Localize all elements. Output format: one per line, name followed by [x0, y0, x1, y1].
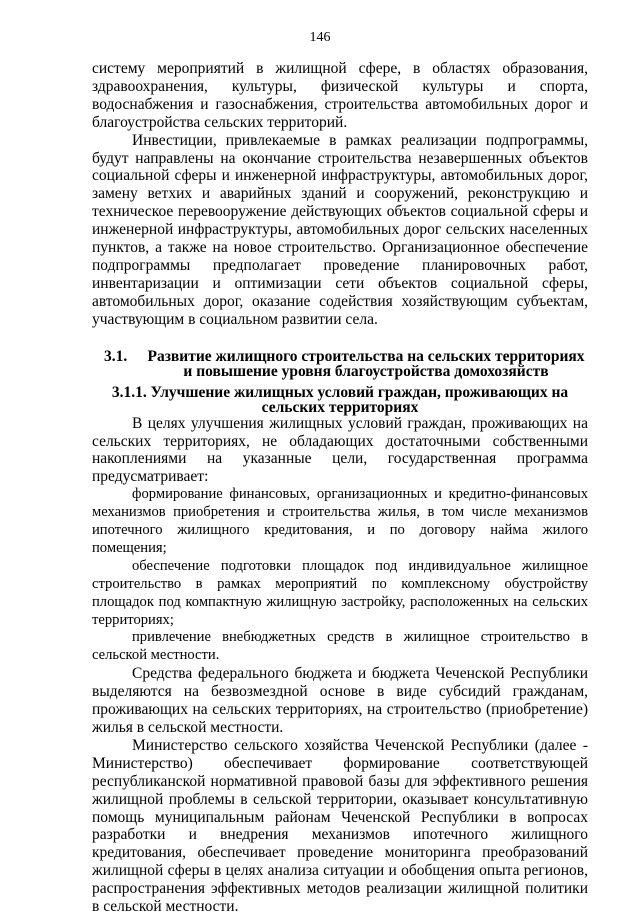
paragraph-extrabudgetary: привлечение внебюджетных средств в жилищное строительство в сельской местности. — [92, 629, 588, 664]
paragraph-continuation: систему мероприятий в жилищной сфере, в областях образования, здравоохранения, культуры, физической культуры и спорта, водоснабжения и газоснабжения, строительства автомобильных дорог и благоустройства сельских территорий. — [92, 60, 588, 131]
section-heading — [92, 349, 588, 379]
paragraph-housing-goals: В целях улучшения жилищных условий граждан, проживающих на сельских территориях, не обладающих достаточными собственными накоплениями на указанные цели, государственная программа предусматривает: — [92, 414, 588, 486]
section-title: Развитие жилищного строительства на сельских территориях и повышение уровня благоустройства домохозяйств — [147, 347, 585, 380]
page-number: 146 — [309, 30, 331, 45]
paragraph-investments: Инвестиции, привлекаемые в рамках реализации подпрограммы, будут направлены на окончание строительства незавершенных объектов социальной сферы и инженерной инфраструктуры, автомобильных дорог, замену ветхих и аварийных зданий и сооружений, реконструкцию и техническое перевооружение действующих объектов социальной сферы и инженерной инфраструктуры, автомобильных дорог сельских населенных пунктов, а также на новое строительство. Организационное обеспечение подпрограммы предполагает проведение планировочных работ, инвентаризации и оптимизации сети объектов социальной сферы, автомобильных дорог, оказание содействия хозяйствующим субъектам, участвующим в социальном развитии села. — [92, 131, 588, 328]
section-number: 3.1. — [104, 347, 128, 365]
page-content — [92, 60, 588, 916]
paragraph-site-preparation: обеспечение подготовки площадок под индивидуальное жилищное строительство в рамках мероприятий по комплексному обустройству площадок под компактную жилищную застройку, расположенных на сельских территориях; — [92, 557, 588, 628]
subsection-heading: 3.1.1. Улучшение жилищных условий граждан, проживающих на сельских территориях — [111, 383, 569, 416]
paragraph-financing-mechanisms: формирование финансовых, организационных и кредитно-финансовых механизмов приобретения и строительства жилья, в том числе механизмов ипотечного жилищного кредитования, и по договору найма жилого помещения; — [92, 486, 588, 556]
paragraph-subsidies: Средства федерального бюджета и бюджета Чеченской Республики выделяются на безвозмездной основе в виде субсидий гражданам, проживающих на сельских территориях, на строительство (приобретение) жилья в сельской местности. — [92, 665, 588, 736]
paragraph-ministry: Министерство сельского хозяйства Чеченской Республики (далее - Министерство) обеспечивает формирование соответствующей республиканской нормативной правовой базы для эффективного решения жилищной проблемы в сельской территории, оказывает консультативную помощь муниципальным районам Чеченской Республики в вопросах разработки и внедрения механизмов ипотечного жилищного кредитования, обеспечивает проведение мониторинга преобразований жилищной сферы в целях анализа ситуации и обобщения опыта регионов, распространения эффективных методов реализации жилищной политики в сельской местности. — [92, 736, 588, 916]
